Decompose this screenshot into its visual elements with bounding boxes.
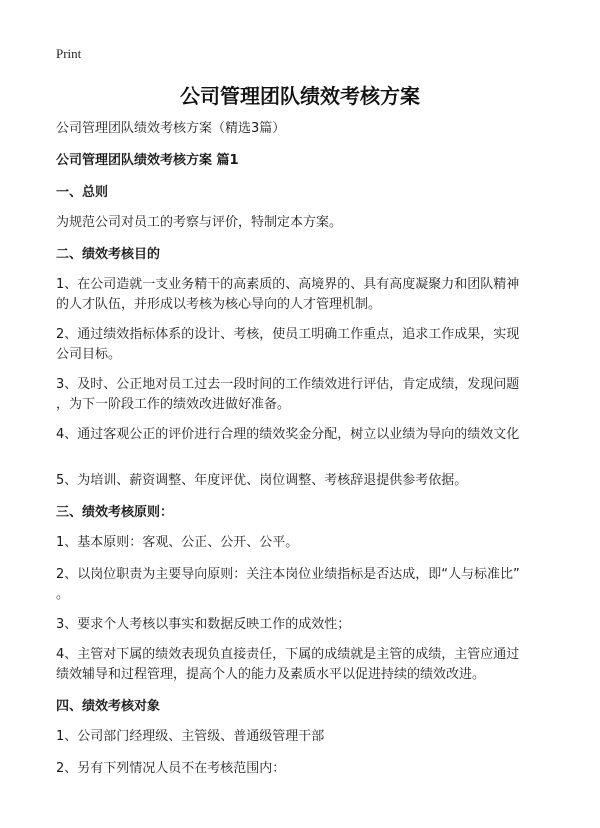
paragraph-line: 2、以岗位职责为主要导向原则：关注本岗位业绩指标是否达成，即“人与标准比”	[56, 567, 520, 582]
paragraph: 为规范公司对员工的考察与评价，特制定本方案。	[56, 215, 343, 230]
paragraph-line: 公司目标。	[56, 347, 122, 362]
document-title: 公司管理团队绩效考核方案	[180, 84, 420, 108]
section-heading-general: 一、总则	[56, 185, 109, 200]
paragraph-line: 绩效辅导和过程管理，提高个人的能力及素质水平以促进持续的绩效改进。	[56, 667, 486, 682]
print-label: Print	[56, 46, 82, 61]
section-heading-targets: 四、绩效考核对象	[56, 699, 161, 714]
paragraph-line: 2、通过绩效指标体系的设计、考核，使员工明确工作重点，追求工作成果，实现	[56, 327, 520, 342]
paragraph-line: 4、主管对下属的绩效表现负直接责任，下属的成绩就是主管的成绩，主管应通过	[56, 647, 520, 662]
document-subtitle: 公司管理团队绩效考核方案（精选3篇）	[56, 121, 286, 136]
section-heading-principles: 三、绩效考核原则：	[56, 505, 174, 520]
paragraph-line: 的人才队伍，并形成以考核为核心导向的人才管理机制。	[56, 297, 382, 312]
paragraph-line: ，为下一阶段工作的绩效改进做好准备。	[56, 397, 291, 412]
paragraph: 5、为培训、薪资调整、年度评优、岗位调整、考核辞退提供参考依据。	[56, 473, 468, 488]
section-heading-purpose: 二、绩效考核目的	[56, 247, 161, 262]
paragraph-line: 4、通过客观公正的评价进行合理的绩效奖金分配，树立以业绩为导向的绩效文化	[56, 427, 520, 442]
paragraph-line: 3、及时、公正地对员工过去一段时间的工作绩效进行评估，肯定成绩，发现问题	[56, 377, 520, 392]
paragraph: 1、基本原则：客观、公正、公开、公平。	[56, 535, 299, 550]
paragraph: 3、要求个人考核以事实和数据反映工作的成效性；	[56, 617, 351, 632]
part-title: 公司管理团队绩效考核方案 篇1	[56, 153, 239, 168]
paragraph: 2、另有下列情况人员不在考核范围内：	[56, 761, 286, 776]
paragraph-line: 。	[56, 587, 70, 602]
paragraph: 1、公司部门经理级、主管级、普通级管理干部	[56, 729, 325, 744]
paragraph-line: 1、在公司造就一支业务精干的高素质的、高境界的、具有高度凝聚力和团队精神	[56, 277, 520, 292]
